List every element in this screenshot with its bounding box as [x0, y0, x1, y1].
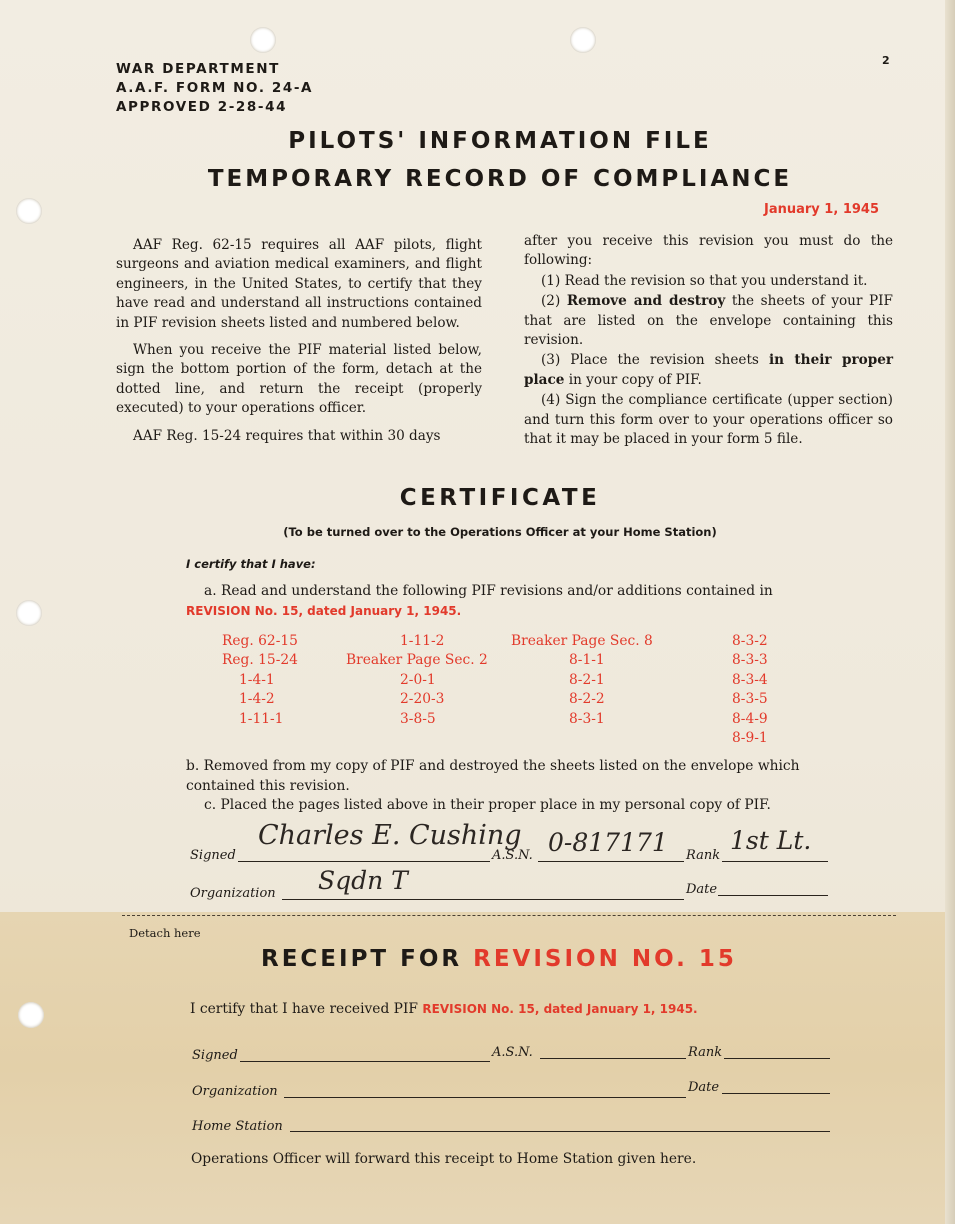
- punch-hole: [16, 600, 42, 626]
- revision-item: Reg. 62-15: [222, 633, 298, 649]
- home-station-line[interactable]: [290, 1131, 830, 1132]
- revision-item: 8-3-3: [732, 652, 768, 669]
- revision-item: 8-3-5: [732, 691, 768, 708]
- page-number: 2: [882, 54, 890, 67]
- signature-handwriting: Charles E. Cushing: [258, 820, 522, 851]
- rank-handwriting: 1st Lt.: [730, 826, 812, 855]
- revision-item: 8-3-4: [732, 671, 768, 688]
- punch-hole: [250, 27, 276, 53]
- item-a-text: a. Read and understand the following PIF revisions and/or additions contained in: [204, 583, 773, 599]
- revision-item: 1-11-1: [239, 710, 284, 727]
- step-item: (4) Sign the compliance certificate (upper section) and turn this form over to your operations officer so that it may be placed in your form 5 file.: [524, 392, 893, 448]
- revision-ref: REVISION No. 15, dated January 1, 1945.: [186, 604, 462, 618]
- form-header: [116, 60, 313, 117]
- revision-item: 8-2-2: [569, 691, 605, 708]
- signed-line[interactable]: [238, 861, 490, 862]
- receipt-rank-label: Rank: [688, 1045, 723, 1060]
- revision-item: 1-4-1: [239, 671, 275, 688]
- home-station-label: Home Station: [192, 1119, 283, 1134]
- date-line[interactable]: [718, 895, 828, 896]
- organization-handwriting: Sqdn T: [318, 866, 408, 895]
- revision-item: 8-3-1: [569, 710, 605, 727]
- revision-item: Breaker Page Sec. 2: [346, 652, 488, 669]
- rank-line[interactable]: [722, 861, 828, 862]
- punch-hole: [18, 1002, 44, 1028]
- revision-item: Reg. 15-24: [222, 652, 298, 669]
- detach-line: [122, 915, 896, 916]
- form-date: January 1, 1945: [764, 202, 879, 217]
- revision-item: Breaker Page Sec. 8: [511, 633, 653, 649]
- step-item: (2) Remove and destroy the sheets of your PIF that are listed on the envelope containing this revision.: [524, 293, 893, 349]
- intro-paragraph: AAF Reg. 62-15 requires all AAF pilots, flight surgeons and aviation medical examiners, and flight engineers, in the United States, to certify that they have read and understand all instructions contained in PIF revision sheets listed and numbered below.: [116, 237, 482, 331]
- step-item: (1) Read the revision so that you understand it.: [541, 272, 868, 289]
- approved-date: APPROVED 2-28-44: [116, 99, 288, 115]
- item-c: c. Placed the pages listed above in their proper place in my personal copy of PIF.: [204, 797, 771, 813]
- revision-column-4: [732, 632, 768, 748]
- revision-column-1: [222, 632, 298, 729]
- receipt-asn-line[interactable]: [540, 1058, 686, 1059]
- organization-label: Organization: [190, 886, 276, 901]
- receipt-title: RECEIPT FOR REVISION NO. 15: [261, 946, 737, 972]
- organization-line[interactable]: [282, 899, 684, 900]
- signed-label: Signed: [190, 848, 236, 863]
- receipt-organization-line[interactable]: [284, 1097, 686, 1098]
- receipt-asn-label: A.S.N.: [492, 1045, 533, 1060]
- intro-paragraph: AAF Reg. 15-24 requires that within 30 days: [133, 427, 441, 444]
- rank-label: Rank: [686, 848, 721, 863]
- intro-right-column: [524, 232, 893, 450]
- revision-item: 8-4-9: [732, 710, 768, 727]
- page-title: PILOTS' INFORMATION FILE: [288, 128, 712, 154]
- revision-item: 8-2-1: [569, 671, 605, 688]
- asn-label: A.S.N.: [492, 848, 533, 863]
- punch-hole: [570, 27, 596, 53]
- asn-line[interactable]: [538, 861, 684, 862]
- certificate-subtitle: (To be turned over to the Operations Officer at your Home Station): [283, 525, 717, 539]
- revision-item: 8-1-1: [569, 652, 605, 669]
- punch-hole: [16, 198, 42, 224]
- department: WAR DEPARTMENT: [116, 61, 280, 77]
- revision-item: 1-4-2: [239, 691, 275, 708]
- revision-item: 8-3-2: [732, 633, 768, 649]
- intro-lead: after you receive this revision you must do the following:: [524, 233, 893, 269]
- revision-column-3: [511, 632, 653, 729]
- step-item: (3) Place the revision sheets in their proper place in your copy of PIF.: [524, 352, 894, 388]
- receipt-certify: I certify that I have received PIF REVISION No. 15, dated January 1, 1945.: [190, 1001, 698, 1017]
- item-b: b. Removed from my copy of PIF and destroyed the sheets listed on the envelope which contained this revision.: [186, 758, 800, 794]
- revision-item: 3-8-5: [400, 710, 436, 727]
- revision-item: 1-11-2: [400, 633, 445, 649]
- receipt-organization-label: Organization: [192, 1084, 278, 1099]
- detach-label: Detach here: [129, 926, 201, 940]
- revision-item: 8-9-1: [732, 729, 768, 746]
- receipt-signed-line[interactable]: [240, 1061, 490, 1062]
- form-number: A.A.F. FORM NO. 24-A: [116, 80, 314, 96]
- page-subtitle: TEMPORARY RECORD OF COMPLIANCE: [207, 166, 793, 192]
- intro-left-column: [116, 236, 482, 454]
- asn-handwriting: 0-817171: [548, 828, 668, 857]
- receipt-rank-line[interactable]: [724, 1058, 830, 1059]
- certificate-title: CERTIFICATE: [399, 485, 601, 511]
- intro-paragraph: When you receive the PIF material listed below, sign the bottom portion of the form, detach at the dotted line, and return the receipt (properly executed) to your operations officer.: [116, 342, 482, 417]
- revision-item: 2-20-3: [400, 691, 445, 708]
- revision-item: 2-0-1: [400, 671, 436, 688]
- item-a: [186, 581, 826, 621]
- receipt-signed-label: Signed: [192, 1048, 238, 1063]
- date-label: Date: [686, 882, 718, 897]
- receipt-date-label: Date: [688, 1080, 720, 1095]
- certify-heading: I certify that I have:: [186, 557, 316, 571]
- receipt-date-line[interactable]: [722, 1093, 830, 1094]
- revision-column-2: [346, 632, 488, 729]
- operations-note: Operations Officer will forward this receipt to Home Station given here.: [191, 1151, 697, 1167]
